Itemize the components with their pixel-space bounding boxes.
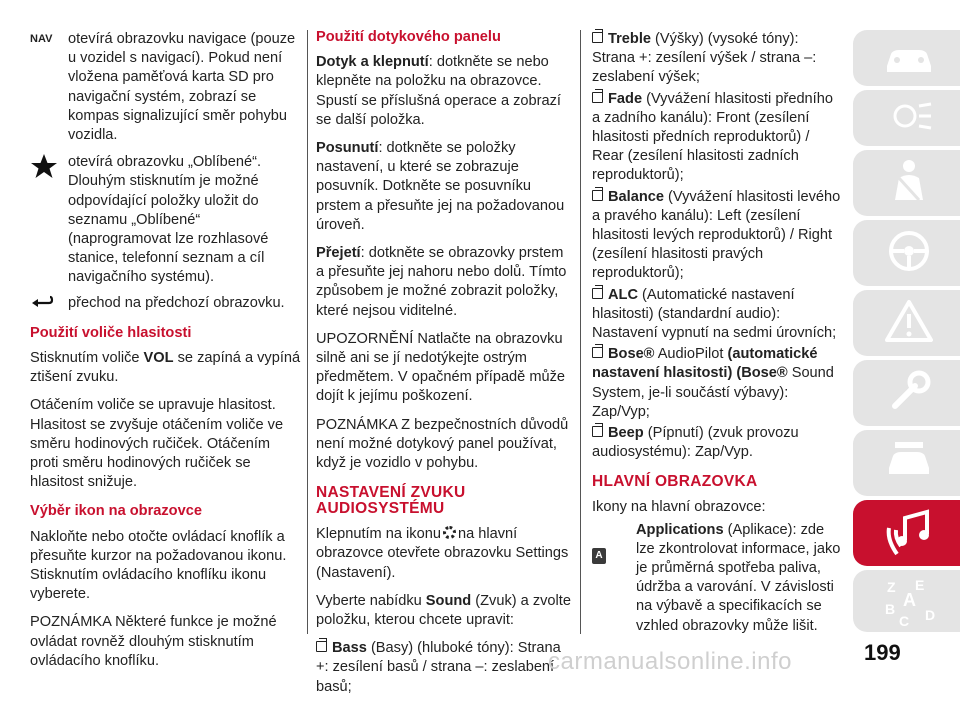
svg-text:B: B — [885, 601, 896, 617]
svg-text:D: D — [925, 607, 936, 623]
text: (Automatické nastavení hlasitosti) (standardní audio): Nastavení vypnutí na sedmi úrovních; — [592, 286, 837, 342]
bose-term-2: (automatické nastavení hlasitosti) (Bose® — [592, 346, 818, 382]
warning-paragraph: UPOZORNĚNÍ Natlačte na obrazovku silně ani se jí nedotýkejte ostrým předmětem. V opačném případě může dojít k jejímu poškození. — [316, 330, 566, 405]
heading-audio: NASTAVENÍ ZVUKU AUDIOSYSTÉMU — [316, 484, 466, 518]
star-icon — [30, 153, 68, 287]
text: : dotkněte se obrazovky prstem a přesuňte jej nahoru nebo dolů. Tímto způsobem je možné zobrazit položky, které nejsou viditelné. — [316, 245, 567, 319]
bass-paragraph — [316, 639, 574, 697]
applications-item — [592, 521, 842, 636]
balance-paragraph — [592, 188, 842, 284]
applications-term: Applications — [636, 521, 724, 538]
multimedia-icon — [881, 506, 941, 560]
column-divider — [307, 30, 308, 634]
slide-term: Posunutí — [316, 140, 379, 157]
text: Klepnutím na ikonu — [316, 526, 441, 543]
main-paragraph: Ikony na hlavní obrazovce: — [592, 499, 766, 516]
car-specs-icon — [881, 436, 937, 486]
nav-label: NAV — [30, 33, 53, 45]
text: (Zvuk) a zvolte položku, kterou chcete upravit: — [316, 592, 571, 629]
tap-paragraph — [316, 53, 574, 130]
audio-paragraph-2 — [316, 592, 574, 630]
checkbox-icon — [592, 32, 603, 43]
text: (Vyvážení hlasitosti předního a zadního kanálu): Front (zesílení hlasitosti předních reproduktorů) / Rear (zesílení hlasitosti zadních reproduktorů); — [592, 90, 833, 184]
checkbox-icon — [316, 641, 327, 652]
watermark: carmanualsonline.info — [548, 648, 792, 675]
tab-multimedia[interactable] — [853, 500, 960, 566]
text: (Aplikace): zde lze zkontrolovat informace, jako je průměrná spotřeba paliva, údržba a varování. V závislosti na výbavě a specifikacích se vzhled obrazovky může lišit. — [636, 521, 841, 634]
back-item — [30, 294, 302, 314]
back-arrow-icon — [30, 294, 68, 314]
nav-item — [30, 30, 302, 145]
lights-icon — [881, 96, 937, 140]
beep-paragraph — [592, 424, 842, 462]
tab-safety[interactable] — [853, 150, 960, 216]
column-divider — [580, 30, 581, 634]
swipe-paragraph — [316, 244, 574, 321]
bose-term: Bose® — [608, 346, 655, 363]
wrench-icon — [881, 366, 937, 416]
car-icon — [881, 36, 937, 80]
swipe-term: Přejetí — [316, 245, 361, 262]
tab-index[interactable] — [853, 570, 960, 632]
balance-term: Balance — [608, 188, 664, 205]
beep-term: Beep — [608, 425, 644, 442]
sound-term: Sound — [425, 592, 472, 609]
text: AudioPilot — [654, 346, 728, 363]
applications-icon: A — [592, 521, 636, 636]
select-paragraph-1: Nakloňte nebo otočte ovládací knoflík a přesuňte kurzor na požadovanou ikonu. Stisknutím ovládacího knoflíku ikonu vyberete. — [30, 528, 287, 603]
fade-paragraph — [592, 90, 842, 186]
text: Vyberte nabídku — [316, 592, 426, 609]
vol-label: VOL — [143, 350, 174, 367]
text: se zapíná a vypíná ztišení zvuku. — [30, 350, 301, 386]
text: (Vyvážení hlasitosti levého a pravého kanálu): Left (zesílení hlasitosti levých reproduktorů) / Right (zesílení hlasitosti pravých reproduktorů); — [592, 188, 841, 282]
page-number: 199 — [864, 640, 901, 665]
applications-text — [636, 521, 842, 636]
text: Stisknutím voliče — [30, 350, 144, 367]
alc-paragraph — [592, 286, 842, 344]
text: na hlavní obrazovce otevřete obrazovku Settings (Nastavení). — [316, 526, 569, 581]
checkbox-icon — [592, 347, 603, 358]
note-paragraph: POZNÁMKA Z bezpečnostních důvodů není možné dotykový panel používat, když je vozidlo v pohybu. — [316, 416, 569, 472]
svg-text:Z: Z — [887, 579, 896, 595]
checkbox-icon — [592, 190, 603, 201]
treble-paragraph — [592, 30, 842, 88]
svg-text:E: E — [915, 577, 925, 593]
seatbelt-icon — [881, 156, 937, 206]
column-2 — [316, 30, 574, 706]
bose-paragraph — [592, 345, 842, 422]
text: (Pípnutí) (zvuk provozu audiosystému): Zap/Vyp. — [592, 425, 799, 461]
slide-paragraph — [316, 139, 574, 235]
text: Sound System, je-li součástí výbavy): Zap/Vyp; — [592, 365, 834, 420]
favorites-text: otevírá obrazovku „Oblíbené“. Dlouhým stisknutím je možné odpovídající položky uložit do seznamu „Oblíbené“ (naprogramovat lze rozhlasové stanice, telefonní seznam a cíl navigačního systému). — [68, 154, 269, 286]
tap-term: Dotyk a klepnutí — [316, 54, 429, 71]
checkbox-icon — [592, 426, 603, 437]
volume-paragraph-2: Otáčením voliče se upravuje hlasitost. Hlasitost se zvyšuje otáčením voliče ve směru hodinových ručiček. Otáčením proti směru hodinových ručiček se hlasitost snižuje. — [30, 397, 284, 491]
heading-select: Výběr ikon na obrazovce — [30, 503, 202, 520]
tab-maintenance[interactable] — [853, 360, 960, 426]
text: (Výšky) (vysoké tóny): Strana +: zesílení výšek / strana –: zeslabení výšek; — [592, 31, 817, 86]
favorites-item — [30, 153, 302, 287]
tab-driving[interactable] — [853, 220, 960, 286]
steering-wheel-icon — [881, 226, 937, 276]
text: (Basy) (hluboké tóny): Strana +: zesílení basů / strana –: zeslabení basů; — [316, 640, 561, 695]
warning-icon — [881, 296, 937, 346]
gear-icon — [443, 526, 456, 539]
nav-text: otevírá obrazovku navigace (pouze u vozidel s navigací). Pokud není vložena paměťová karta SD pro navigační systém, zobrazí se kompas signalizující směr pohybu vozidla. — [68, 31, 296, 144]
tab-lights[interactable] — [853, 90, 960, 146]
svg-text:C: C — [899, 613, 910, 628]
tab-warning[interactable] — [853, 290, 960, 356]
checkbox-icon — [592, 288, 603, 299]
index-icon — [881, 576, 941, 628]
svg-text:A: A — [903, 590, 916, 610]
tab-technical[interactable] — [853, 430, 960, 496]
select-paragraph-2: POZNÁMKA Některé funkce je možné ovládat rovněž dlouhým stisknutím ovládacího knoflíku. — [30, 614, 277, 669]
tab-vehicle[interactable] — [853, 30, 960, 86]
heading-main-screen: HLAVNÍ OBRAZOVKA — [592, 473, 758, 491]
bass-term: Bass — [332, 640, 367, 657]
text: : dotkněte se položky nastavení, u které se zobrazuje posuvník. Dotkněte se posuvníku prstem a přesuňte jej na požadovanou úroveň. — [316, 140, 565, 233]
back-text: přechod na předchozí obrazovku. — [68, 294, 285, 311]
fade-term: Fade — [608, 90, 643, 107]
column-3 — [592, 30, 842, 636]
heading-touch: Použití dotykového panelu — [316, 29, 501, 45]
column-1 — [30, 30, 302, 680]
volume-paragraph-1 — [30, 349, 302, 387]
treble-term: Treble — [608, 31, 651, 47]
checkbox-icon — [592, 92, 603, 103]
audio-paragraph-1 — [316, 525, 574, 583]
heading-volume: Použití voliče hlasitosti — [30, 324, 192, 341]
text: : dotkněte se nebo klepněte na položku na obrazovce. Spustí se příslušná operace a zobrazí se další položka. — [316, 54, 561, 128]
alc-term: ALC — [608, 286, 638, 303]
